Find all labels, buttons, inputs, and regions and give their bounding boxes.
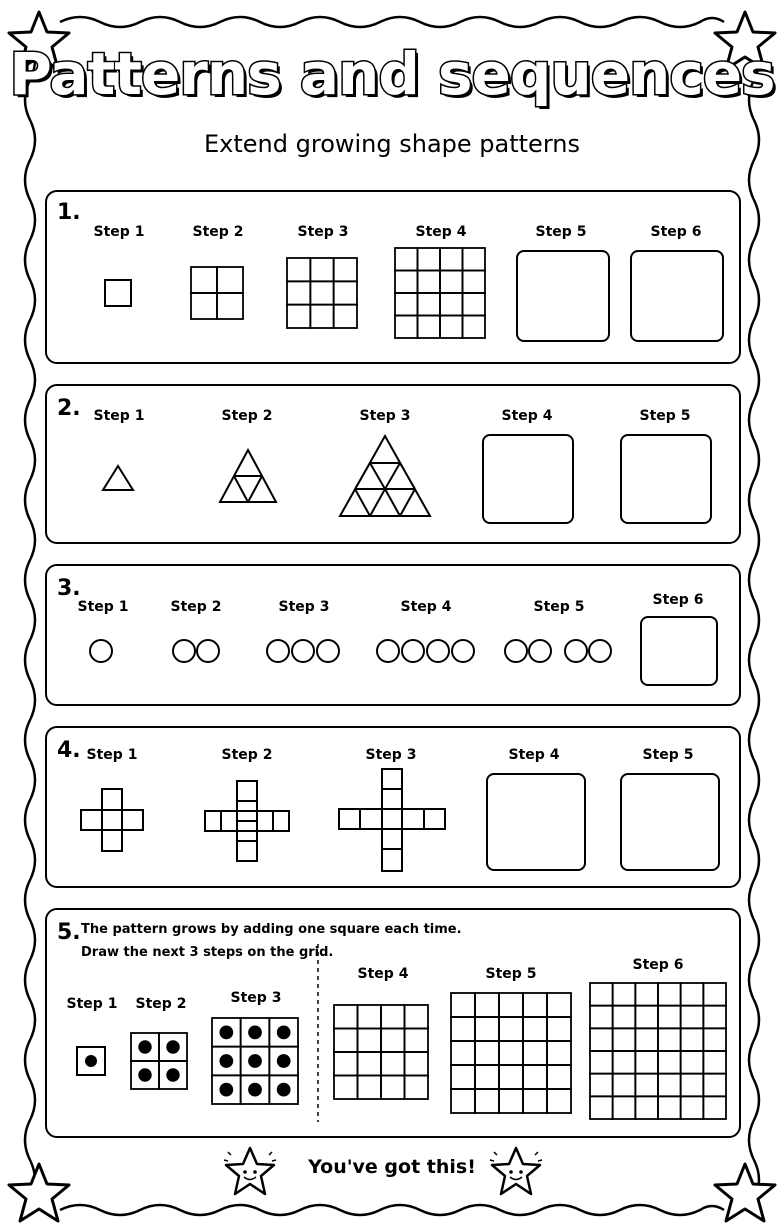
cross-step-2: [202, 778, 292, 864]
grid-cell: [418, 293, 441, 316]
grid-cell: [405, 1029, 429, 1053]
grid-cell: [381, 1005, 405, 1029]
circles-5: [502, 636, 618, 666]
grid-cell: [395, 248, 418, 271]
grid-dot: [248, 1083, 262, 1097]
step-label: Step 5: [639, 408, 691, 424]
grid-cell: [523, 1089, 547, 1113]
answer-box[interactable]: [486, 773, 586, 871]
grid-cell: [440, 316, 463, 339]
grid-cell: [451, 1065, 475, 1089]
grid-cell: [475, 1041, 499, 1065]
grid-cell: [440, 293, 463, 316]
grid-cell: [613, 983, 636, 1006]
grid-cell: [287, 258, 310, 281]
step-label: Step 3: [297, 224, 349, 240]
step-label: Step 4: [415, 224, 467, 240]
grid-cell: [463, 271, 486, 294]
grid-cell: [658, 983, 681, 1006]
grid-dot: [138, 1040, 151, 1053]
grid-cell: [590, 1006, 613, 1029]
grid-cell: [547, 1089, 571, 1113]
answer-grid-5[interactable]: [448, 990, 576, 1118]
grid-cell: [499, 1065, 523, 1089]
grid-cell: [334, 258, 357, 281]
triangle-1: [98, 462, 138, 496]
grid-cell: [499, 1041, 523, 1065]
grid-cell: [613, 1074, 636, 1097]
problem-number: 2.: [57, 396, 81, 421]
answer-grid-4[interactable]: [331, 1002, 433, 1104]
circles-2: [170, 636, 224, 666]
step-label: Step 3: [278, 599, 330, 615]
grid-cell: [681, 983, 704, 1006]
grid-cell: [635, 983, 658, 1006]
grid-cell: [703, 1006, 726, 1029]
grid-cell: [287, 281, 310, 304]
grid-cell: [418, 316, 441, 339]
grid-cell: [658, 1051, 681, 1074]
grid-cell: [475, 993, 499, 1017]
footer-message: You've got this!: [308, 1156, 476, 1178]
grid-cell: [523, 993, 547, 1017]
grid-4x4: [392, 245, 492, 345]
step-label: Step 5: [533, 599, 585, 615]
step-label: Step 6: [652, 592, 704, 608]
grid-cell: [613, 1096, 636, 1119]
smiling-star-icon: [488, 1144, 544, 1200]
grid-cell: [635, 1074, 658, 1097]
grid-cell: [475, 1017, 499, 1041]
cross-step-1: [78, 786, 146, 854]
grid-cell: [590, 1051, 613, 1074]
step-label: Step 1: [93, 224, 145, 240]
grid-cell: [613, 1051, 636, 1074]
step-label: Step 6: [650, 224, 702, 240]
grid-cell: [395, 316, 418, 339]
grid-cell: [635, 1006, 658, 1029]
grid-dot: [166, 1040, 179, 1053]
problem-number: 1.: [57, 200, 81, 225]
grid-cell: [681, 1006, 704, 1029]
grid-cell: [217, 293, 243, 319]
grid-cell: [191, 293, 217, 319]
grid-cell: [334, 1052, 358, 1076]
answer-box[interactable]: [640, 616, 718, 686]
grid-cell: [703, 1051, 726, 1074]
grid-cell: [287, 305, 310, 328]
grid-cell: [358, 1076, 382, 1100]
grid-cell: [681, 1028, 704, 1051]
grid-cell: [681, 1074, 704, 1097]
grid-dot: [248, 1025, 262, 1039]
grid-cell: [451, 1017, 475, 1041]
step-label: Step 2: [135, 996, 187, 1012]
grid-cell: [523, 1017, 547, 1041]
grid-dot: [248, 1054, 262, 1068]
answer-box[interactable]: [630, 250, 724, 342]
step-label: Step 4: [501, 408, 553, 424]
triangle-4: [214, 446, 282, 508]
problem-number: 4.: [57, 738, 81, 763]
step-label: Step 1: [86, 747, 138, 763]
dot-grid-1: [74, 1044, 108, 1078]
grid-cell: [547, 1041, 571, 1065]
grid-1x1: [100, 275, 140, 315]
grid-cell: [381, 1076, 405, 1100]
grid-cell: [658, 1028, 681, 1051]
grid-dot: [277, 1083, 291, 1097]
grid-cell: [475, 1065, 499, 1089]
step-label: Step 1: [93, 408, 145, 424]
grid-cell: [310, 281, 333, 304]
grid-cell: [658, 1074, 681, 1097]
grid-cell: [463, 316, 486, 339]
grid-2x2: [188, 264, 250, 326]
answer-box[interactable]: [620, 773, 720, 871]
grid-cell: [440, 248, 463, 271]
answer-box[interactable]: [620, 434, 712, 524]
dot-grid-2: [128, 1030, 192, 1094]
grid-cell: [334, 281, 357, 304]
grid-dot: [219, 1054, 233, 1068]
grid-dot: [219, 1083, 233, 1097]
grid-cell: [334, 1029, 358, 1053]
step-label: Step 5: [642, 747, 694, 763]
grid-cell: [613, 1028, 636, 1051]
grid-dot: [219, 1025, 233, 1039]
cross-step-3: [336, 766, 448, 874]
grid-cell: [381, 1052, 405, 1076]
grid-cell: [395, 271, 418, 294]
problem-instruction: Draw the next 3 steps on the grid.: [81, 945, 334, 960]
page-subtitle: Extend growing shape patterns: [204, 130, 580, 158]
step-label: Step 6: [632, 957, 684, 973]
grid-cell: [499, 1017, 523, 1041]
grid-cell: [405, 1052, 429, 1076]
triangle-9: [336, 432, 434, 522]
step-label: Step 2: [170, 599, 222, 615]
grid-cell: [547, 1065, 571, 1089]
grid-cell: [358, 1005, 382, 1029]
grid-cell: [658, 1006, 681, 1029]
grid-cell: [681, 1096, 704, 1119]
grid-cell: [681, 1051, 704, 1074]
grid-dot: [277, 1025, 291, 1039]
grid-cell: [358, 1052, 382, 1076]
step-label: Step 5: [535, 224, 587, 240]
circles-4: [374, 636, 478, 666]
grid-dot: [166, 1068, 179, 1081]
answer-grid-6[interactable]: [587, 980, 731, 1124]
grid-cell: [217, 267, 243, 293]
step-label: Step 2: [192, 224, 244, 240]
grid-cell: [463, 248, 486, 271]
grid-cell: [499, 993, 523, 1017]
grid-cell: [475, 1089, 499, 1113]
grid-cell: [440, 271, 463, 294]
grid-cell: [703, 1096, 726, 1119]
grid-cell: [590, 1096, 613, 1119]
step-label: Step 5: [485, 966, 537, 982]
grid-cell: [463, 293, 486, 316]
dashed-divider: [316, 944, 320, 1122]
page-title: Patterns and sequences: [9, 40, 775, 108]
grid-cell: [334, 1076, 358, 1100]
grid-cell: [451, 1041, 475, 1065]
answer-box[interactable]: [516, 250, 610, 342]
step-label: Step 2: [221, 408, 273, 424]
grid-cell: [590, 1028, 613, 1051]
grid-cell: [451, 993, 475, 1017]
step-label: Step 3: [359, 408, 411, 424]
grid-cell: [703, 1074, 726, 1097]
step-label: Step 1: [77, 599, 129, 615]
problem-instruction: The pattern grows by adding one square each time.: [81, 922, 462, 937]
step-label: Step 1: [66, 996, 118, 1012]
grid-cell: [523, 1065, 547, 1089]
grid-cell: [405, 1005, 429, 1029]
grid-cell: [358, 1029, 382, 1053]
circles-1: [86, 636, 116, 666]
circles-3: [264, 636, 344, 666]
grid-cell: [613, 1006, 636, 1029]
dot-grid-3: [209, 1015, 303, 1109]
grid-cell: [310, 305, 333, 328]
problem-number: 5.: [57, 920, 81, 945]
grid-dot: [138, 1068, 151, 1081]
grid-cell: [590, 983, 613, 1006]
grid-cell: [405, 1076, 429, 1100]
grid-cell: [334, 1005, 358, 1029]
grid-cell: [635, 1096, 658, 1119]
grid-cell: [418, 248, 441, 271]
grid-cell: [547, 993, 571, 1017]
grid-cell: [191, 267, 217, 293]
grid-cell: [451, 1089, 475, 1113]
step-label: Step 4: [357, 966, 409, 982]
grid-3x3: [284, 255, 364, 335]
step-label: Step 4: [508, 747, 560, 763]
step-label: Step 2: [221, 747, 273, 763]
problem-number: 3.: [57, 576, 81, 601]
step-label: Step 3: [365, 747, 417, 763]
grid-cell: [590, 1074, 613, 1097]
grid-cell: [635, 1028, 658, 1051]
answer-box[interactable]: [482, 434, 574, 524]
grid-cell: [703, 1028, 726, 1051]
grid-cell: [703, 983, 726, 1006]
step-label: Step 3: [230, 990, 282, 1006]
grid-cell: [635, 1051, 658, 1074]
step-label: Step 4: [400, 599, 452, 615]
grid-cell: [395, 293, 418, 316]
grid-cell: [499, 1089, 523, 1113]
problem-3-box: [45, 564, 741, 706]
grid-dot: [277, 1054, 291, 1068]
grid-cell: [418, 271, 441, 294]
grid-cell: [334, 305, 357, 328]
grid-cell: [658, 1096, 681, 1119]
grid-cell: [523, 1041, 547, 1065]
grid-cell: [381, 1029, 405, 1053]
grid-cell: [310, 258, 333, 281]
grid-cell: [547, 1017, 571, 1041]
